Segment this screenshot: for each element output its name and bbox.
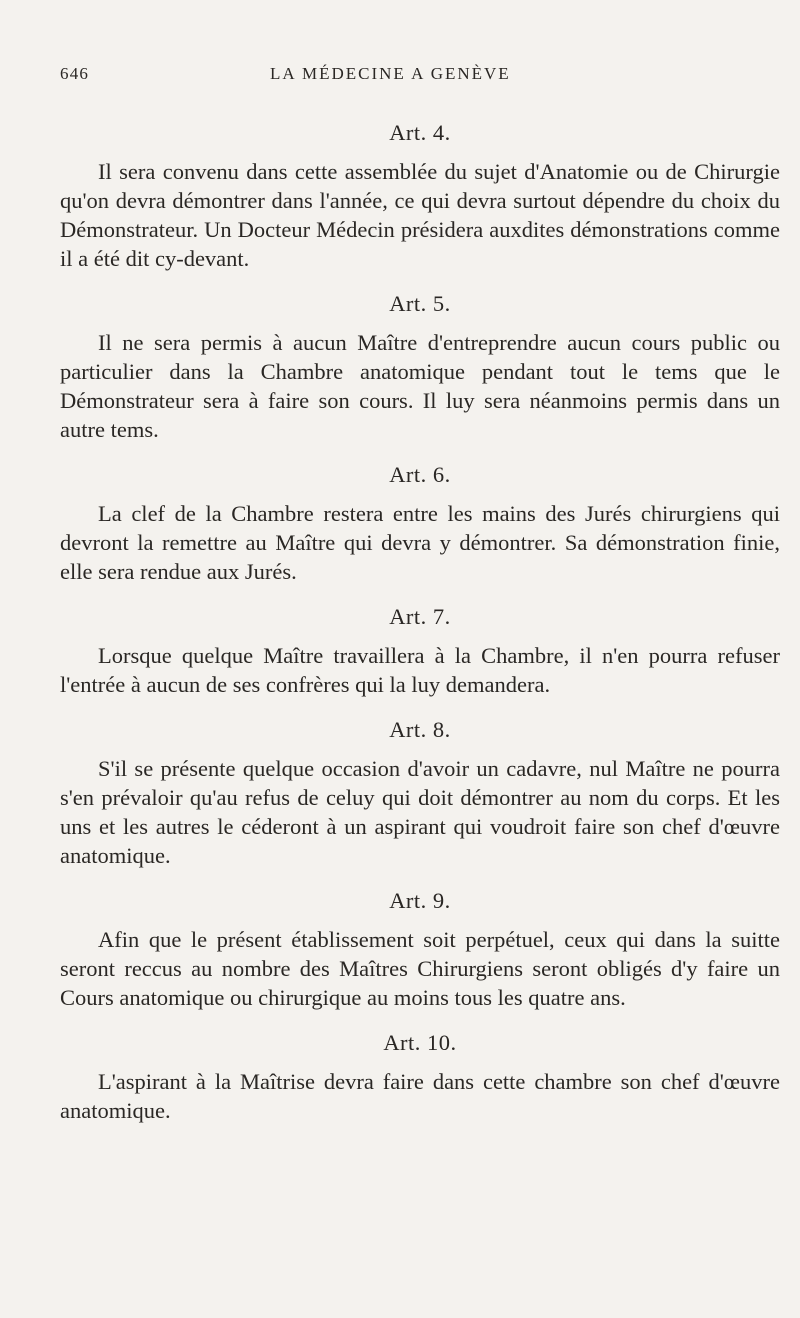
article-paragraph: Afin que le présent établissement soit perpétuel, ceux qui dans la suitte seront reccus au nombre des Maîtres Chirurgiens seront obligés d'y faire un Cours anatomique ou chirurgique au moins tous les quatre ans. <box>60 927 780 1010</box>
article-paragraph: L'aspirant à la Maîtrise devra faire dans cette chambre son chef d'œuvre anatomique. <box>60 1069 780 1123</box>
article-heading: Art. 5. <box>389 291 451 316</box>
article-heading: Art. 4. <box>389 120 451 145</box>
article-heading: Art. 9. <box>389 888 451 913</box>
article-paragraph: Lorsque quelque Maître travaillera à la Chambre, il n'en pourra refuser l'entrée à aucun de ses confrères qui la luy demandera. <box>60 643 780 697</box>
page-number: 646 <box>60 64 90 83</box>
article-6 <box>60 460 780 586</box>
article-9 <box>60 886 780 1012</box>
body-text <box>60 118 780 1141</box>
running-head <box>60 64 780 94</box>
article-heading: Art. 10. <box>383 1030 457 1055</box>
article-heading: Art. 8. <box>389 717 451 742</box>
article-4 <box>60 118 780 273</box>
article-5 <box>60 289 780 444</box>
article-10 <box>60 1028 780 1125</box>
article-heading: Art. 6. <box>389 462 451 487</box>
article-paragraph: La clef de la Chambre restera entre les mains des Jurés chirurgiens qui devront la remettre au Maître qui devra y démontrer. Sa démonstration finie, elle sera rendue aux Jurés. <box>60 501 780 584</box>
running-title: LA MÉDECINE A GENÈVE <box>270 64 511 83</box>
article-paragraph: Il ne sera permis à aucun Maître d'entreprendre aucun cours public ou particulier dans la Chambre anatomique pendant tout le tems que le Démonstrateur sera à faire son cours. Il luy sera néanmoins permis dans un autre tems. <box>60 330 780 442</box>
article-heading: Art. 7. <box>389 604 451 629</box>
article-7 <box>60 602 780 699</box>
article-paragraph: S'il se présente quelque occasion d'avoir un cadavre, nul Maître ne pourra s'en prévaloir qu'au refus de celuy qui doit démontrer au nom du corps. Et les uns et les autres le céderont à un aspirant qui voudroit faire son chef d'œuvre anatomique. <box>60 756 780 868</box>
article-paragraph: Il sera convenu dans cette assemblée du sujet d'Anatomie ou de Chirurgie qu'on devra démontrer dans l'année, ce qui devra surtout dépendre du choix du Démonstrateur. Un Docteur Médecin présidera auxdites démonstrations comme il a été dit cy-devant. <box>60 159 780 271</box>
article-8 <box>60 715 780 870</box>
